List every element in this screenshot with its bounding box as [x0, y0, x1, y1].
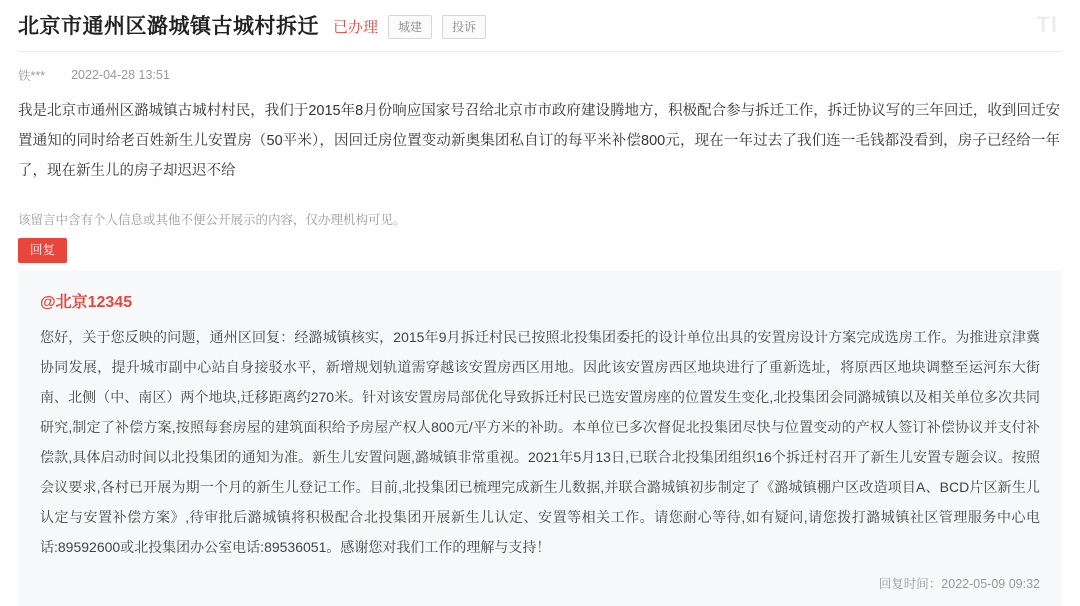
tag-type[interactable]: 投诉 — [442, 15, 486, 39]
reply-time: 回复时间：2022-05-09 09:32 — [878, 576, 1040, 591]
privacy-notice: 该留言中含有个人信息或其他不便公开展示的内容，仅办理机构可见。 — [18, 213, 406, 228]
status-badge: 已办理 — [333, 19, 379, 37]
post-datetime: 2022-04-28 13:51 — [71, 68, 170, 83]
page-title: 北京市通州区潞城镇古城村拆迁 — [18, 15, 319, 38]
reply-content: 您好，关于您反映的问题，通州区回复：经潞城镇核实，2015年9月拆迁村民已按照北投集团委托的设计单位出具的安置房设计方案完成选房工作。为推进京津冀协同发展，提升城市副中心站自身接驳水平，新增规划轨道需穿越该安置房西区用地。因此该安置房西区地块进行了重新选址，将原西区地块调整至运河东大街南、北侧（中、南区）两个地块,迁移距离约270米。针对该安置房局部优化导致拆迁村民已选安置房座的位置发生变化,北投集团会同潞城镇以及相关单位多次共同研究,制定了补偿方案,按照每套房屋的建筑面积给予房屋产权人800元/平方米的补助。本单位已多次督促北投集团尽快与位置变动的产权人签订补偿协议并支付补偿款,具体启动时间以北投集团的通知为准。新生儿安置问题,潞城镇非常重视。2021年5月13日,已联合北投集团组织16个拆迁村召开了新生儿安置专题会议。按照会议要求,各村已开展为期一个月的新生儿登记工作。目前,北投集团已梳理完成新生儿数据,并联合潞城镇初步制定了《潞城镇棚户区改造项目A、BCD片区新生儿认定与安置补偿方案》,待审批后潞城镇将积极配合北投集团开展新生儿认定、安置等相关工作。请您耐心等待,如有疑问,请您拨打潞城镇社区管理服务中心电话:89592600或北投集团办公室电话:89536051。感谢您对我们工作的理解与支持！ — [40, 328, 1040, 555]
post-header — [18, 14, 1062, 51]
post-meta — [18, 52, 1062, 96]
post-body: 我是北京市通州区潞城镇古城村村民，我们于2015年8月份响应国家号召给北京市市政府建设腾地方，积极配合参与拆迁工作，拆迁协议写的三年回迁，收到回迁安置通知的同时给老百姓新生儿安置房（50平米），因回迁房位置变动新奥集团私自订的每平米补偿800元，现在一年过去了我们连一毛钱都没看到，房子已经给一年了，现在新生儿的房子却迟迟不给 — [18, 103, 1060, 180]
reply-label-wrap — [18, 238, 1062, 263]
reply-author: @北京12345 — [40, 293, 133, 311]
reply-label: 回复 — [18, 238, 67, 263]
author-name: 铁*** — [18, 69, 46, 84]
reply-block — [18, 271, 1062, 606]
watermark: TI — [1036, 12, 1058, 37]
tag-category[interactable]: 城建 — [388, 15, 432, 39]
